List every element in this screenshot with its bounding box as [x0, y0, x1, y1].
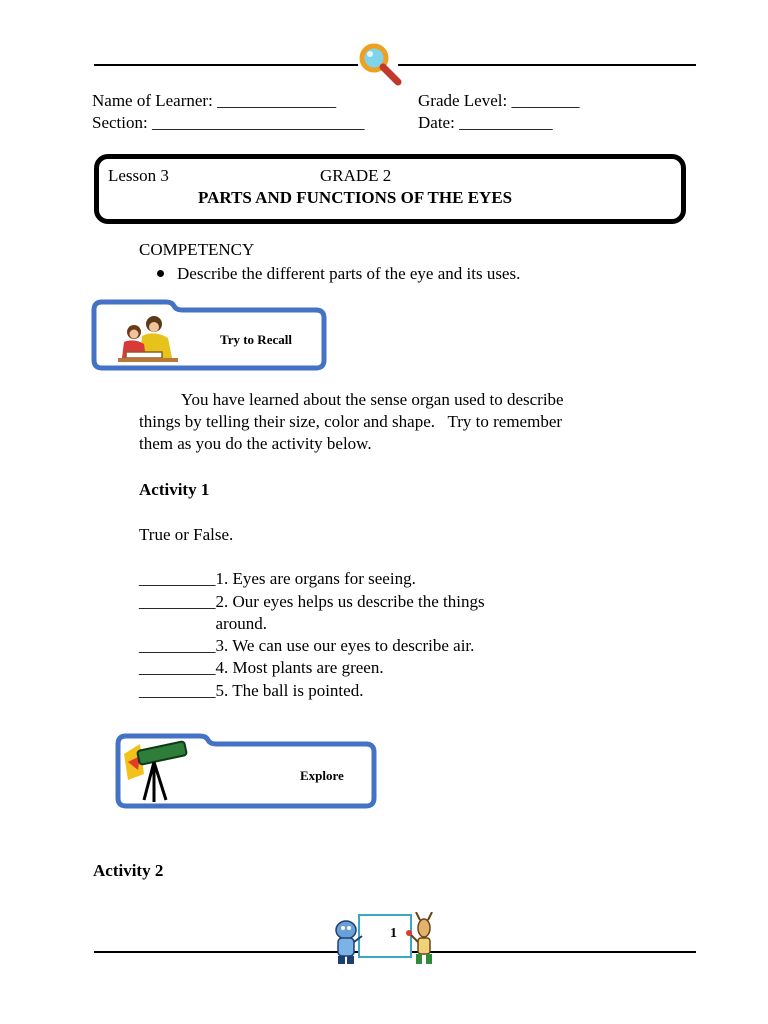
name-of-learner-field: Name of Learner: ______________ — [92, 91, 337, 110]
magnifying-glass-icon — [356, 40, 406, 88]
date-field: Date: ___________ — [418, 113, 553, 132]
top-rule-right — [398, 64, 696, 66]
activity-1-item: _________3. We can use our eyes to describe air. — [139, 636, 475, 655]
lesson-grade: GRADE 2 — [320, 166, 392, 185]
children-reading-icon — [116, 312, 180, 364]
try-to-recall-label: Try to Recall — [220, 332, 292, 347]
section-field: Section: _________________________ — [92, 113, 365, 132]
bullet-icon — [157, 270, 164, 277]
activity-1-item: _________1. Eyes are organs for seeing. — [139, 569, 416, 588]
activity-2-title: Activity 2 — [93, 861, 164, 880]
explore-label: Explore — [300, 768, 344, 783]
activity-1-instruction: True or False. — [139, 525, 234, 544]
activity-1-item: _________5. The ball is pointed. — [139, 681, 364, 700]
competency-heading: COMPETENCY — [139, 240, 255, 259]
lesson-title: PARTS AND FUNCTIONS OF THE EYES — [198, 188, 513, 207]
grade-level-field: Grade Level: ________ — [418, 91, 580, 110]
activity-1-item: _________4. Most plants are green. — [139, 658, 384, 677]
top-rule — [94, 64, 358, 66]
cartoon-characters-icon — [330, 912, 442, 968]
activity-1-item: _________2. Our eyes helps us describe the things — [139, 592, 485, 611]
telescope-icon — [118, 740, 190, 804]
recall-paragraph-line-3: them as you do the activity below. — [139, 434, 372, 453]
lesson-number: Lesson 3 — [108, 166, 169, 185]
recall-paragraph-line-1: You have learned about the sense organ used to describe — [139, 390, 564, 409]
recall-paragraph-line-2: things by telling their size, color and shape. Try to remember — [139, 412, 563, 431]
activity-1-title: Activity 1 — [139, 480, 210, 499]
activity-1-item: around. — [139, 614, 267, 633]
page-number: 1 — [390, 926, 397, 941]
competency-item: Describe the different parts of the eye and its uses. — [177, 264, 521, 283]
